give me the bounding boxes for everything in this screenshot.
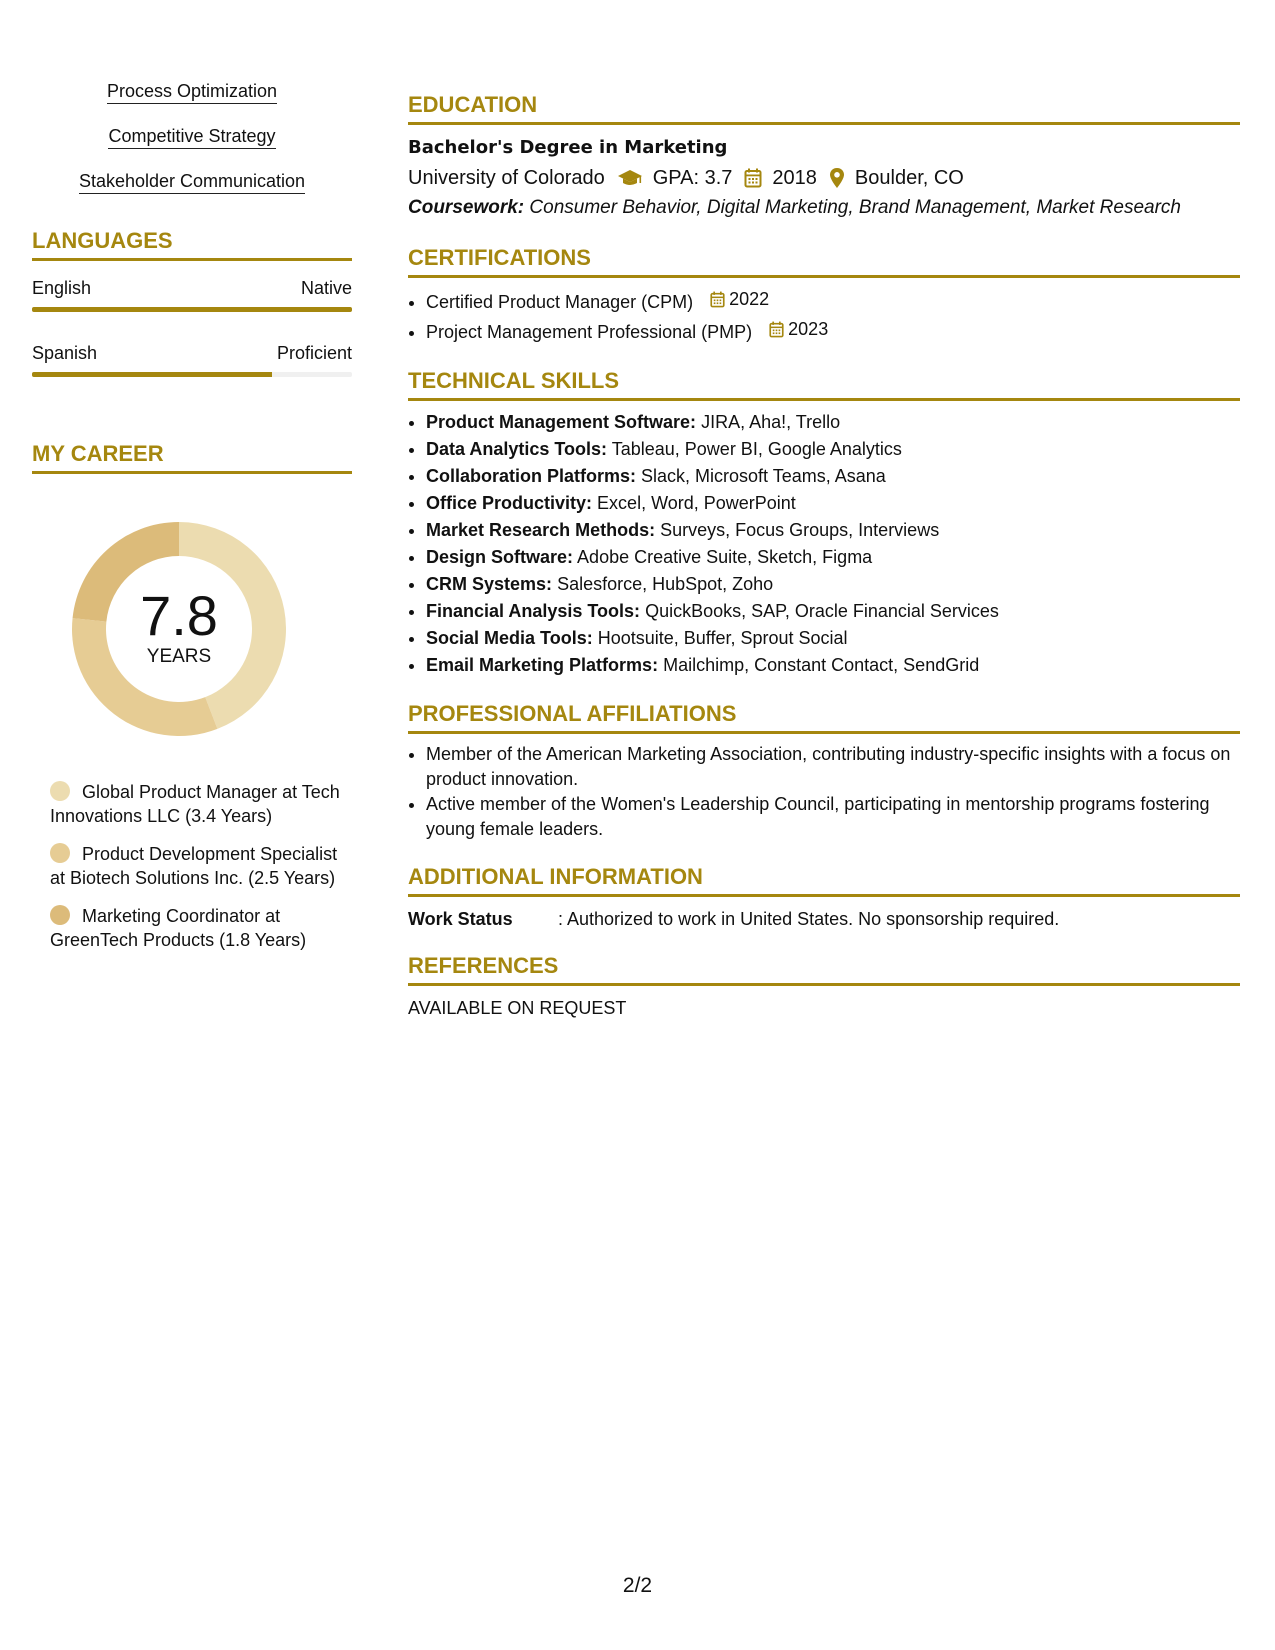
skill-values: Hootsuite, Buffer, Sprout Social xyxy=(597,628,848,648)
certification-year: 2023 xyxy=(788,319,829,339)
work-status-value: : Authorized to work in United States. No sponsorship required. xyxy=(558,909,1060,929)
page-number: 2/2 xyxy=(622,1574,653,1597)
career-donut-chart xyxy=(64,514,294,744)
languages-heading: LANGUAGES xyxy=(32,228,352,261)
skill-values: QuickBooks, SAP, Oracle Financial Services xyxy=(645,601,999,621)
certifications-list xyxy=(408,286,1240,346)
additional-info-heading: ADDITIONAL INFORMATION xyxy=(408,864,1240,897)
language-bar-fill xyxy=(32,372,272,377)
affiliations-list xyxy=(408,742,1240,842)
skill-category: Email Marketing Platforms: xyxy=(426,655,659,675)
map-pin-icon xyxy=(829,167,845,189)
gpa: GPA: 3.7 xyxy=(652,167,733,189)
affiliation-item: • Member of the American Marketing Association, contributing industry-specific insights with a focus on product innovation. xyxy=(426,742,1240,792)
legend-label: Product Development Specialist at Biotech Solutions Inc. (2.5 Years) xyxy=(50,844,338,888)
skill-item xyxy=(32,170,352,194)
technical-skill-item xyxy=(426,571,1240,598)
technical-skills-list xyxy=(408,409,1240,679)
donut-center xyxy=(64,586,294,668)
skill-values: Salesforce, HubSpot, Zoho xyxy=(557,574,774,594)
career-legend-item xyxy=(50,904,340,952)
skill-label: Process Optimization xyxy=(107,80,277,104)
education-heading: EDUCATION xyxy=(408,92,1240,125)
calendar-icon xyxy=(744,168,762,188)
skill-item xyxy=(32,80,352,104)
affiliation-item: • Active member of the Women's Leadership Council, participating in mentorship programs fostering young female leaders. xyxy=(426,792,1240,842)
legend-label: Global Product Manager at Tech Innovations LLC (3.4 Years) xyxy=(50,782,340,826)
technical-skill-item xyxy=(426,409,1240,436)
skill-values: JIRA, Aha!, Trello xyxy=(701,412,841,432)
certification-item xyxy=(426,316,1240,346)
education-entry xyxy=(408,133,1240,223)
certification-date xyxy=(710,286,769,313)
legend-swatch xyxy=(50,781,70,801)
calendar-icon xyxy=(710,291,725,308)
references-heading: REFERENCES xyxy=(408,953,1240,986)
skill-category: Collaboration Platforms: xyxy=(426,466,637,486)
work-status-label: Work Status xyxy=(408,909,513,929)
language-name: Spanish xyxy=(32,343,98,363)
language-level: Proficient xyxy=(276,343,352,363)
skill-item xyxy=(32,125,352,149)
skill-category: Office Productivity: xyxy=(426,493,593,513)
technical-skills-heading: TECHNICAL SKILLS xyxy=(408,368,1240,401)
skill-category: Product Management Software: xyxy=(426,412,697,432)
certifications-heading: CERTIFICATIONS xyxy=(408,245,1240,278)
skill-label: Stakeholder Communication xyxy=(79,170,305,194)
graduation-cap-icon xyxy=(617,168,643,188)
school-location: Boulder, CO xyxy=(854,167,964,189)
skill-values: Tableau, Power BI, Google Analytics xyxy=(611,439,902,459)
technical-skill-item xyxy=(426,544,1240,571)
language-name: English xyxy=(32,278,92,298)
work-status-row xyxy=(408,907,1240,931)
career-total-unit: YEARS xyxy=(146,646,212,667)
certification-date xyxy=(769,316,828,343)
technical-skill-item xyxy=(426,436,1240,463)
career-legend-item xyxy=(50,780,340,828)
skill-values: Surveys, Focus Groups, Interviews xyxy=(660,520,940,540)
technical-skill-item xyxy=(426,517,1240,544)
certification-year: 2022 xyxy=(729,289,770,309)
technical-skill-item xyxy=(426,652,1240,679)
skill-category: Social Media Tools: xyxy=(426,628,593,648)
languages-list xyxy=(32,277,352,377)
skill-values: Mailchimp, Constant Contact, SendGrid xyxy=(663,655,980,675)
calendar-icon xyxy=(769,321,784,338)
career-total-years: 7.8 xyxy=(140,584,218,647)
technical-skill-item xyxy=(426,490,1240,517)
school-name: University of Colorado xyxy=(408,167,605,189)
left-column xyxy=(32,80,352,966)
language-bar xyxy=(32,372,352,377)
coursework-list: Consumer Behavior, Digital Marketing, Brand Management, Market Research xyxy=(529,197,1181,218)
skill-category: Financial Analysis Tools: xyxy=(426,601,641,621)
education-meta xyxy=(408,163,1240,193)
skill-values: Adobe Creative Suite, Sketch, Figma xyxy=(577,547,873,567)
legend-swatch xyxy=(50,905,70,925)
certification-item xyxy=(426,286,1240,316)
language-level: Native xyxy=(300,278,352,298)
language-row xyxy=(32,342,352,364)
skill-label: Competitive Strategy xyxy=(108,125,275,149)
language-row xyxy=(32,277,352,299)
coursework xyxy=(408,193,1240,223)
certification-name: Project Management Professional (PMP) xyxy=(426,322,753,342)
coursework-label: Coursework: xyxy=(408,197,525,218)
right-column xyxy=(408,92,1240,1020)
technical-skill-item xyxy=(426,625,1240,652)
legend-label: Marketing Coordinator at GreenTech Products (1.8 Years) xyxy=(50,906,307,950)
technical-skill-item xyxy=(426,463,1240,490)
skills-list xyxy=(32,80,352,194)
references-value: AVAILABLE ON REQUEST xyxy=(408,998,627,1018)
degree-title: Bachelor's Degree in Marketing xyxy=(408,137,728,158)
legend-swatch xyxy=(50,843,70,863)
affiliations-heading: PROFESSIONAL AFFILIATIONS xyxy=(408,701,1240,734)
skill-values: Slack, Microsoft Teams, Asana xyxy=(641,466,886,486)
skill-category: Market Research Methods: xyxy=(426,520,656,540)
skill-category: Data Analytics Tools: xyxy=(426,439,608,459)
career-legend-item xyxy=(50,842,340,890)
career-legend xyxy=(50,780,340,952)
certification-name: Certified Product Manager (CPM) xyxy=(426,292,694,312)
graduation-year: 2018 xyxy=(772,167,817,189)
skill-values: Excel, Word, PowerPoint xyxy=(597,493,796,513)
skill-category: CRM Systems: xyxy=(426,574,553,594)
language-bar-fill xyxy=(32,307,352,312)
language-bar xyxy=(32,307,352,312)
technical-skill-item xyxy=(426,598,1240,625)
career-heading: MY CAREER xyxy=(32,441,352,474)
skill-category: Design Software: xyxy=(426,547,574,567)
